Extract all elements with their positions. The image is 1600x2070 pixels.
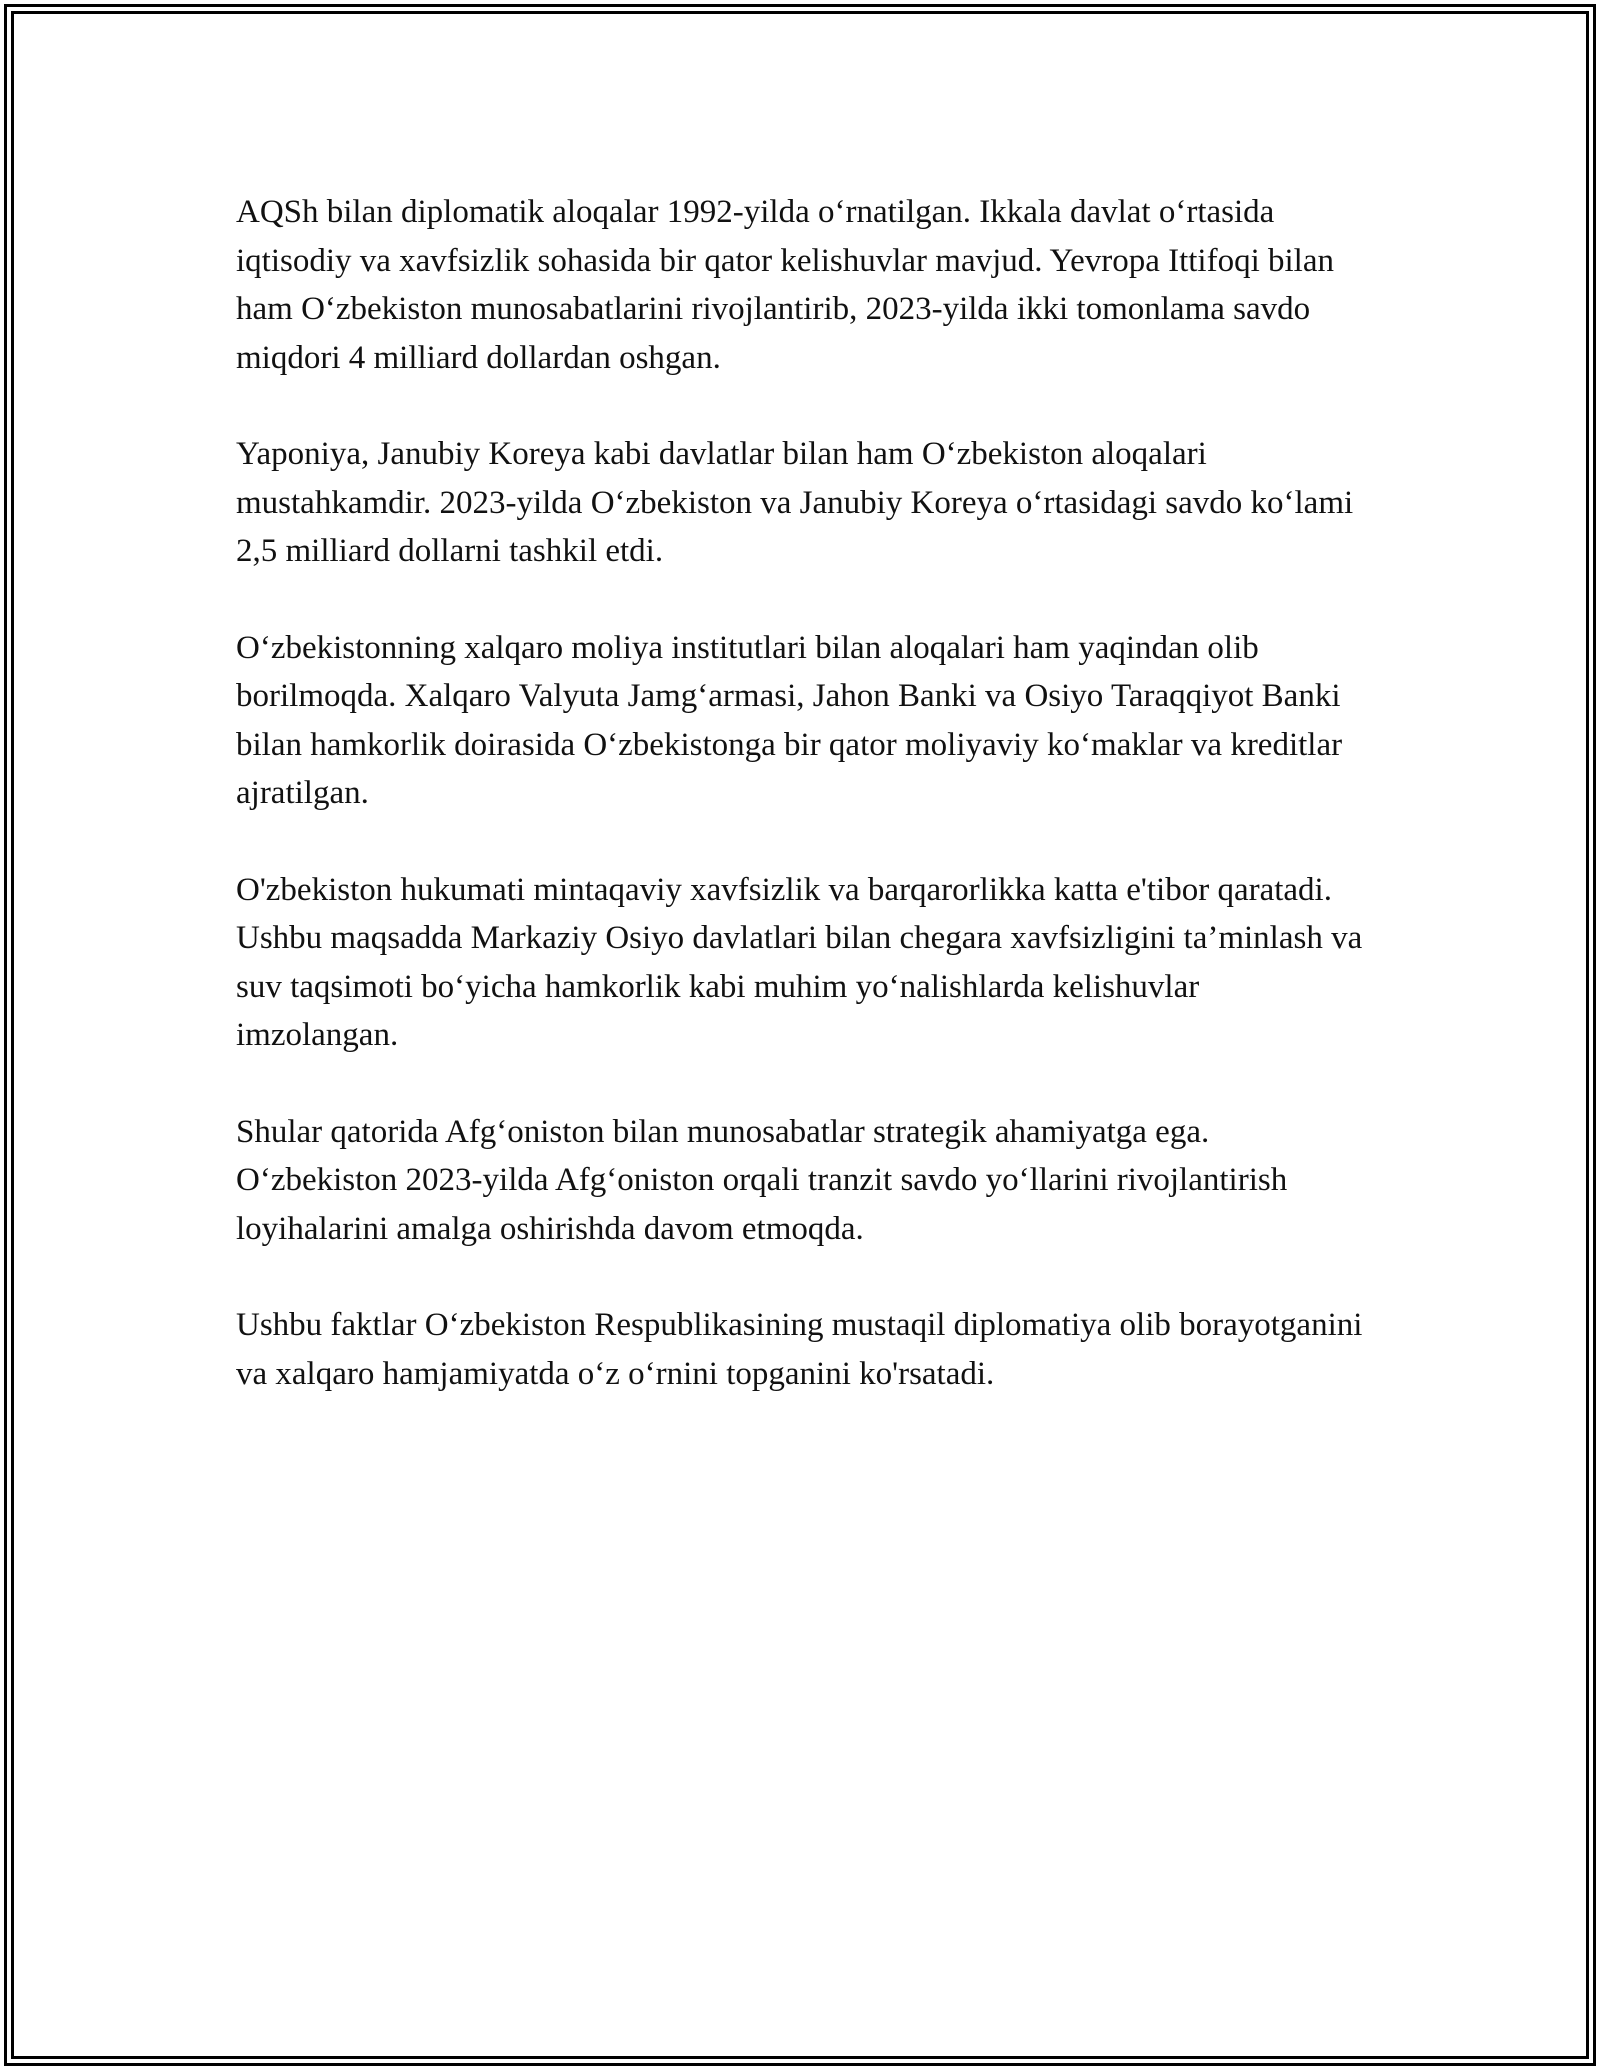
paragraph-us-eu-relations: AQSh bilan diplomatik aloqalar 1992-yilda o‘rnatilgan. Ikkala davlat o‘rtasida iqtisodiy va xavfsizlik sohasida bir qator kelishuvlar mavjud. Yevropa Ittifoqi bilan ham O‘zbekiston munosabatlarini rivojlantirib, 2023-yilda ikki tomonlama savdo miqdori 4 milliard dollardan oshgan. xyxy=(236,194,1334,376)
document-body xyxy=(236,188,1366,1446)
paragraph-regional-security: O'zbekiston hukumati mintaqaviy xavfsizlik va barqarorlikka katta e'tibor qaratadi. Ushbu maqsadda Markaziy Osiyo davlatlari bilan chegara xavfsizligini ta’minlash va suv taqsimoti bo‘yicha hamkorlik kabi muhim yo‘nalishlarda kelishuvlar imzolangan. xyxy=(236,871,1363,1053)
paragraph-afghanistan-relations: Shular qatorida Afg‘oniston bilan munosabatlar strategik ahamiyatga ega. O‘zbekiston 2023-yilda Afg‘oniston orqali tranzit savdo yo‘llarini rivojlantirish loyihalarini amalga oshirishda davom etmoqda. xyxy=(236,1113,1288,1247)
paragraph-financial-institutions: O‘zbekistonning xalqaro moliya institutlari bilan aloqalari ham yaqindan olib borilmoqda. Xalqaro Valyuta Jamg‘armasi, Jahon Banki va Osiyo Taraqqiyot Banki bilan hamkorlik doirasida O‘zbekistonga bir qator moliyaviy ko‘maklar va kreditlar ajratilgan. xyxy=(236,629,1343,811)
paragraph-japan-korea-relations: Yaponiya, Janubiy Koreya kabi davlatlar bilan ham O‘zbekiston aloqalari mustahkamdir. 2023-yilda O‘zbekiston va Janubiy Koreya o‘rtasidagi savdo ko‘lami 2,5 milliard dollarni tashkil etdi. xyxy=(236,436,1354,569)
paragraph-conclusion: Ushbu faktlar O‘zbekiston Respublikasining mustaqil diplomatiya olib borayotganini va xalqaro hamjamiyatda o‘z o‘rnini topganini ko'rsatadi. xyxy=(236,1307,1363,1392)
